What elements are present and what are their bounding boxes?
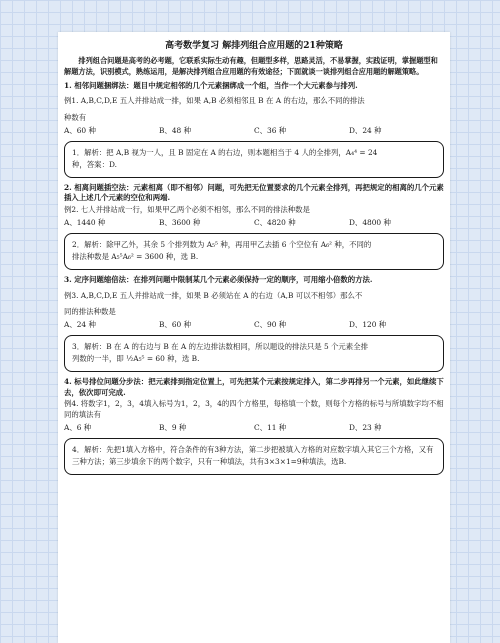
intro-paragraph: 排列组合问题是高考的必考题，它联系实际生动有趣，但题型多样，思路灵活，不易掌握，实践证明，掌握题型和解题方法，识别模式，熟练运用，是解决排列组合应用题的有效途径；下面就谈一谈排列组合应用题的解题策略。 [64, 56, 438, 76]
section-3-heading: 3. 定序问题缩倍法：在排列问题中限制某几个元素必须保持一定的顺序，可用缩小倍数的方法. [64, 274, 373, 284]
example-4: 例4. 将数字1，2，3，4填入标号为1，2，3，4的四个方格里，每格填一个数，则每个方格的标号与所填数字均不相同的填法有 [64, 399, 444, 420]
example-4-options [64, 423, 444, 434]
example-1: 例1. A,B,C,D,E 五人并排站成一排，如果 A,B 必须相邻且 B 在 A 的右边，那么不同的排法 [64, 96, 365, 106]
example-3-cont: 同的排法种数是 [64, 307, 116, 317]
solution-3-box [64, 335, 444, 372]
document-content [64, 40, 444, 480]
example-3-options [64, 320, 444, 331]
option-c: C、4820 种 [254, 217, 296, 227]
option-a: A、6 种 [64, 422, 92, 432]
solution-2-line2: 排法种数是 A₅⁵A₆² = 3600 种，选 B. [72, 252, 199, 262]
solution-1-line1: 1．解析：把 A,B 视为一人，且 B 固定在 A 的右边，则本题相当于 4 人的全排列，A₄⁴ = 24 [72, 147, 378, 157]
option-d: D、4800 种 [349, 217, 391, 227]
solution-1-box [64, 141, 444, 178]
option-c: C、90 种 [254, 320, 287, 330]
solution-2-box [64, 233, 444, 270]
section-4-heading: 4. 标号排位问题分步法：把元素排到指定位置上，可先把某个元素按规定排入，第二步再排另一个元素，如此继续下去，依次即可完成. [64, 376, 444, 397]
option-b: B、60 种 [159, 320, 191, 330]
example-2-options [64, 218, 444, 229]
document-page [58, 32, 450, 643]
solution-1-line2: 种，答案：D. [72, 160, 117, 170]
example-3: 例3. A,B,C,D,E 五人并排站成一排，如果 B 必须站在 A 的右边（A,B 可以不相邻）那么不 [64, 290, 363, 300]
option-d: D、24 种 [349, 125, 382, 135]
example-1-cont: 种数有 [64, 113, 87, 123]
page-title: 高考数学复习 解排列组合应用题的21种策略 [165, 41, 343, 51]
option-c: C、36 种 [254, 125, 287, 135]
section-2-heading: 2. 相离问题插空法：元素相离（即不相邻）问题，可先把无位置要求的几个元素全排列，再把规定的相离的几个元素插入上述几个元素的空位和两端. [64, 182, 444, 203]
option-b: B、48 种 [159, 125, 191, 135]
example-1-options [64, 126, 444, 137]
option-d: D、120 种 [349, 320, 387, 330]
option-a: A、60 种 [64, 125, 96, 135]
option-a: A、1440 种 [64, 217, 106, 227]
solution-2-line1: 2．解析：除甲乙外，其余 5 个排列数为 A₅⁵ 种，再用甲乙去插 6 个空位有 A₆² 种，不同的 [72, 239, 372, 249]
option-b: B、3600 种 [159, 217, 201, 227]
example-2: 例2. 七人并排站成一行，如果甲乙两个必须不相邻，那么不同的排法种数是 [64, 205, 310, 215]
solution-4-box [64, 438, 444, 475]
solution-3-line2: 列数的一半，即 ½A₅⁵ = 60 种，选 B. [72, 354, 200, 364]
option-b: B、9 种 [159, 422, 187, 432]
option-a: A、24 种 [64, 320, 96, 330]
option-c: C、11 种 [254, 422, 287, 432]
solution-4-text: 4．解析：先把1填入方格中，符合条件的有3种方法，第二步把被填入方格的对应数字填入其它三个方格，又有三种方法；第三步填余下的两个数字，只有一种填法，共有3×3×1=9种填法，选B. [72, 444, 434, 467]
solution-3-line1: 3．解析：B 在 A 的右边与 B 在 A 的左边排法数相同，所以题设的排法只是 5 个元素全排 [72, 341, 368, 351]
option-d: D、23 种 [349, 422, 382, 432]
section-1-heading: 1. 相邻问题捆绑法：题目中规定相邻的几个元素捆绑成一个组，当作一个大元素参与排列. [64, 80, 358, 90]
